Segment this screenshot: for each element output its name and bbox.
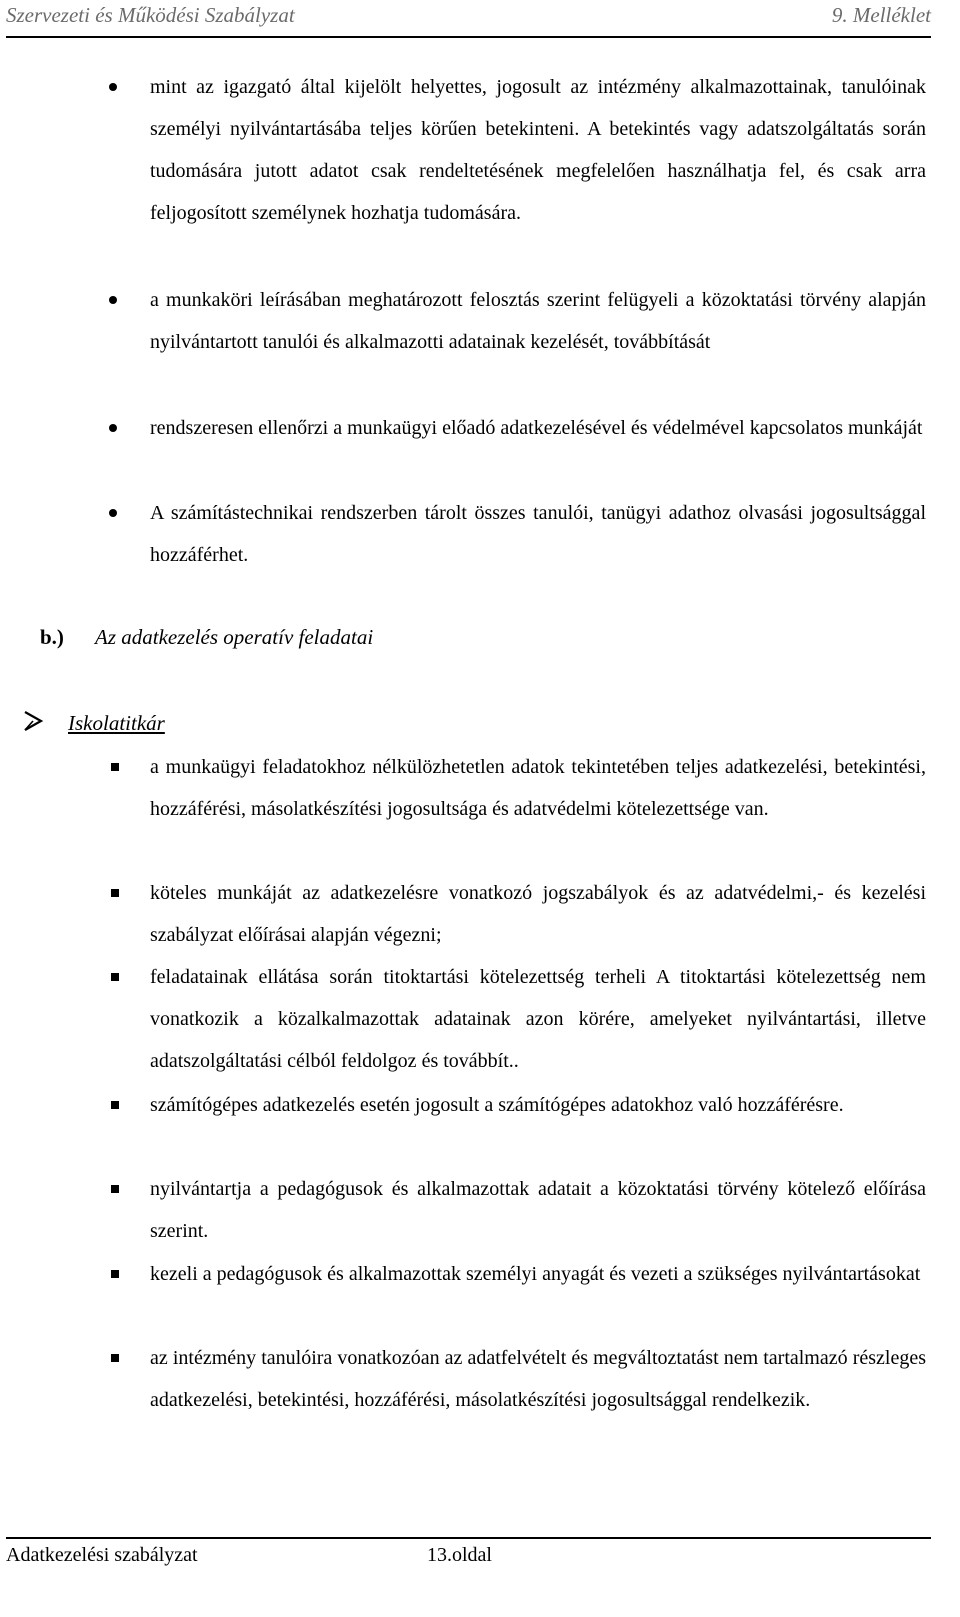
list-item: nyilvántartja a pedagógusok és alkalmazottak adatait a közoktatási törvény kötelező előírása szerint. [150, 1178, 926, 1242]
list-item: rendszeresen ellenőrzi a munkaügyi előadó adatkezelésével és védelmével kapcsolatos munkáját [150, 417, 923, 439]
footer-title: Adatkezelési szabályzat [6, 1544, 198, 1566]
page-number: 13.oldal [427, 1544, 492, 1566]
list-item: kezeli a pedagógusok és alkalmazottak személyi anyagát és vezeti a szükséges nyilvántartásokat [150, 1263, 921, 1285]
list-item: feladatainak ellátása során titoktartási kötelezettség terheli A titoktartási kötelezettség nem vonatkozik a közalkalmazottak adatainak azon körére, amelyeket nyilvántartási, illetve adatszolgáltatási célból feldolgoz és továbbít.. [150, 966, 926, 1072]
page-header [6, 0, 931, 38]
list-item: az intézmény tanulóira vonatkozóan az adatfelvételt és megváltoztatást nem tartalmazó részleges adatkezelési, betekintési, hozzáférési, másolatkészítési jogosultsággal rendelkezik. [150, 1347, 926, 1411]
list-item: mint az igazgató által kijelölt helyettes, jogosult az intézmény alkalmazottainak, tanulóinak személyi nyilvántartásába teljes körűen betekinteni. A betekintés vagy adatszolgáltatás során tudomására jutott adatot csak rendeltetésének megfelelően használhatja fel, és csak arra feljogosított személynek hozhatja tudomására. [150, 76, 926, 224]
header-title: Szervezeti és Működési Szabályzat [6, 3, 295, 27]
subsection-title: Iskolatitkár [68, 711, 165, 735]
page-footer [6, 1537, 931, 1579]
list-item: számítógépes adatkezelés esetén jogosult a számítógépes adatokhoz való hozzáférésre. [150, 1094, 844, 1116]
list-item: a munkaköri leírásában meghatározott felosztás szerint felügyeli a közoktatási törvény alapján nyilvántartott tanulói és alkalmazotti adatainak kezelését, továbbítását [150, 289, 926, 353]
header-annex: 9. Melléklet [831, 3, 931, 27]
bullet-dot-icon [109, 83, 117, 91]
bullet-square-icon [111, 889, 119, 897]
bullet-square-icon [111, 1354, 119, 1362]
arrowhead-bullet-icon [22, 710, 44, 732]
bullet-square-icon [111, 973, 119, 981]
bullet-square-icon [111, 1270, 119, 1278]
list-item: a munkaügyi feladatokhoz nélkülözhetetlen adatok tekintetében teljes adatkezelési, betekintési, hozzáférési, másolatkészítési jogosultsága és adatvédelmi kötelezettsége van. [150, 756, 926, 820]
bullet-square-icon [111, 1101, 119, 1109]
bullet-dot-icon [109, 509, 117, 517]
section-number: b.) [40, 625, 64, 649]
list-item: köteles munkáját az adatkezelésre vonatkozó jogszabályok és az adatvédelmi,- és kezelési szabályzat előírásai alapján végezni; [150, 882, 926, 946]
bullet-square-icon [111, 1185, 119, 1193]
bullet-dot-icon [109, 296, 117, 304]
bullet-dot-icon [109, 424, 117, 432]
list-item: A számítástechnikai rendszerben tárolt összes tanulói, tanügyi adathoz olvasási jogosultsággal hozzáférhet. [150, 502, 926, 566]
bullet-square-icon [111, 763, 119, 771]
section-title: Az adatkezelés operatív feladatai [95, 625, 374, 649]
